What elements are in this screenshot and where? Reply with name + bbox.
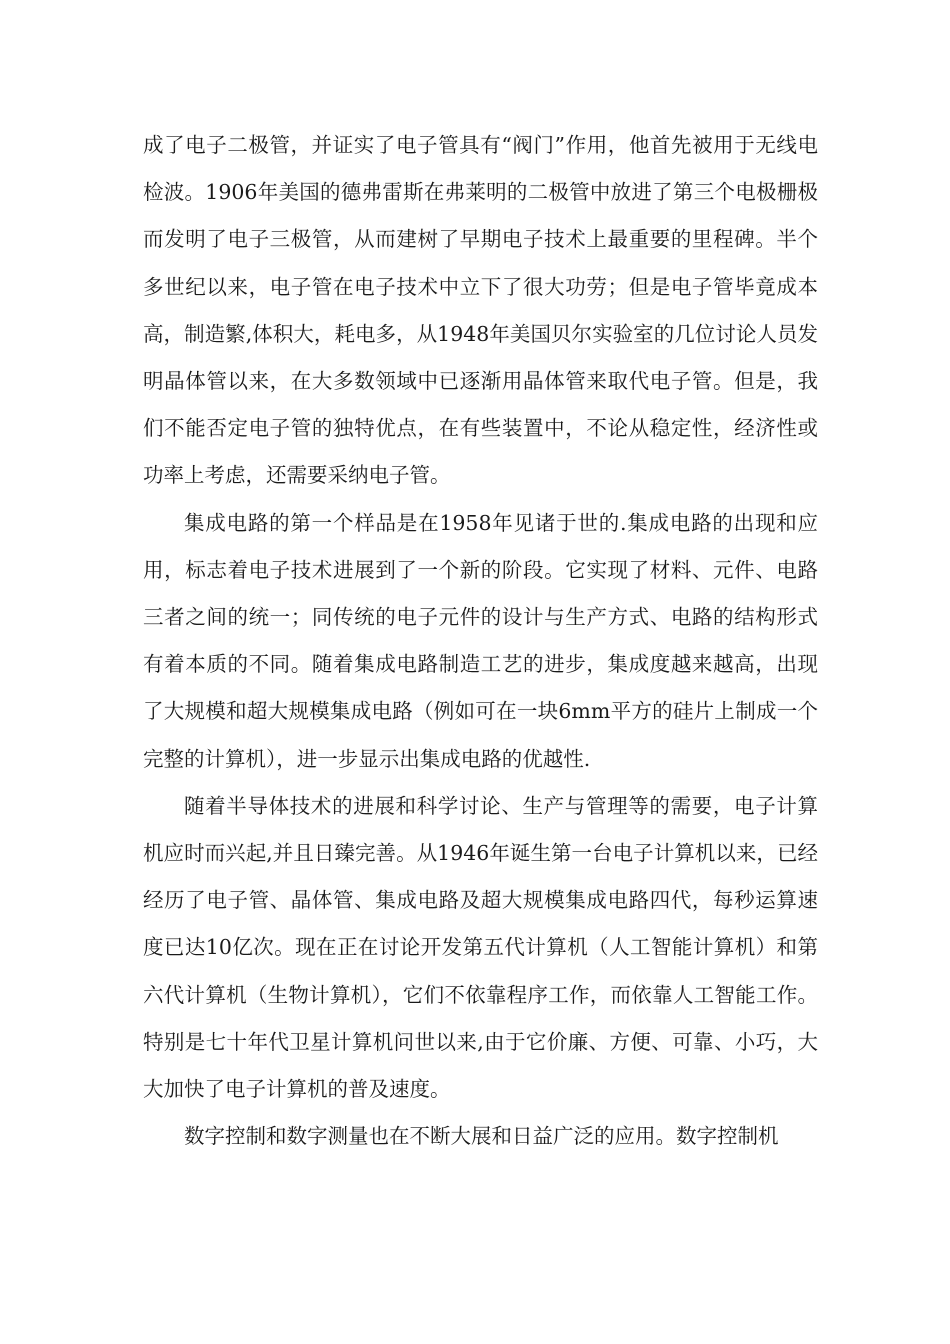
document-body [143, 122, 818, 1160]
paragraph-electronic-computer: 随着半导体技术的进展和科学讨论、生产与管理等的需要，电子计算机应时而兴起,并且日臻完善。从1946年诞生第一台电子计算机以来，已经经历了电子管、晶体管、集成电路及超大规模集成电路四代，每秒运算速度已达10亿次。现在正在讨论开发第五代计算机（人工智能计算机）和第六代计算机（生物计算机），它们不依靠程序工作，而依靠人工智能工作。特别是七十年代卫星计算机问世以来,由于它价廉、方便、可靠、小巧，大大加快了电子计算机的普及速度。 [143, 793, 818, 1102]
paragraph-digital-control: 数字控制和数字测量也在不断大展和日益广泛的应用。数字控制机 [184, 1124, 779, 1149]
paragraph-integrated-circuit: 集成电路的第一个样品是在1958年见诸于世的.集成电路的出现和应用，标志着电子技术进展到了一个新的阶段。它实现了材料、元件、电路三者之间的统一；同传统的电子元件的设计与生产方式、电路的结构形式有着本质的不同。随着集成电路制造工艺的进步，集成度越来越高，出现了大规模和超大规模集成电路（例如可在一块6mm平方的硅片上制成一个完整的计算机），进一步显示出集成电路的优越性. [143, 510, 818, 771]
paragraph-electron-tube: 成了电子二极管，并证实了电子管具有“阀门”作用，他首先被用于无线电检波。1906年美国的德弗雷斯在弗莱明的二极管中放进了第三个电极栅极而发明了电子三极管，从而建树了早期电子技术上最重要的里程碑。半个多世纪以来，电子管在电子技术中立下了很大功劳；但是电子管毕竟成本高，制造繁,体积大，耗电多，从1948年美国贝尔实验室的几位讨论人员发明晶体管以来，在大多数领域中已逐渐用晶体管来取代电子管。但是，我们不能否定电子管的独特优点，在有些装置中，不论从稳定性，经济性或功率上考虑，还需要采纳电子管。 [143, 133, 818, 488]
